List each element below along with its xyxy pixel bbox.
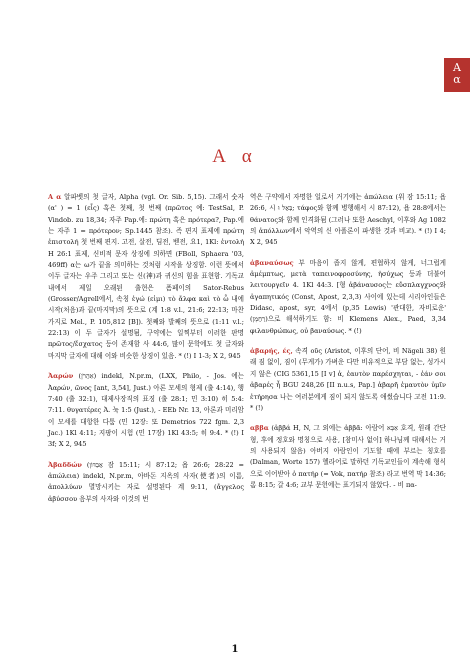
entry-text: 부 마음이 좁지 않게, 편협하지 않게, 너그럽게 ἀμέμπτως, μετὰ ταπεινοφροσύνης, ἡσύχως 등과 더불어 λειτουργεῖν 4. 1Kl 44:3. [형 ἀβάναυσος는 εὔσπλαγχνος와 ἀγαπητικός (Const, Apost, 2,3,3) 사이에 있는데 시리아인들은 Didasc, apost, syr, 4에서 (p,35 Lewis) '관대한, 자비로운' (רַחֲמָן)으로 해석하기도 함: 비 Klemens Alex., Paed, 3,34 φιλανθρώπως, οὐ βαναύσως. * (!) xyxy=(250,258,446,335)
entry-text: (אֲבַדּוֹן 잠 15:11; 시 87:12; 욥 26:6; 28:22 = ἀπώλεια) indekl, N.pr.m, 아바돈 지옥의 사자(使者)의 이름, ἀπολλύων 멸망시키는 자로 설명된다 계 9:11, (ἄγγελος ἀβύσσου 음부의 사자와 이것의 번 xyxy=(48,460,244,503)
dictionary-entry xyxy=(250,423,446,491)
entry-headword: Α α xyxy=(48,193,62,201)
entry-text: (ἀββά H, N, 그 외에는 ἀββᾶ: 아람어 אַבָּא 호격, 원래 간단형, 후에 정호와 명칭으로 사용, [참미사 없이] 하나님께 대해서는 거의 사용되지 않음) 아버지 아람인이 기도할 때에 부르는 칭호를 (Dalman, Worte 157) 헬라어로 말하던 기독교인들이 계속해 형식으로 이어받아 ὁ πατήρ (= Vok, πατήρ 참조) 라고 번역 막 14:36; 롬 8:15; 갈 4:6; 교부 문헌에는 표기되지 않았다. - 비 πα- xyxy=(250,424,446,489)
dictionary-entry xyxy=(250,192,446,249)
section-title: Α α xyxy=(212,146,258,167)
entry-text: 속격 οῦς (Aristot, 이후의 단어, 비 Nägeli 38) 원래 짐 없이, 짐이 (무게가) 가벼운 다만 비유적으로 부담 없는, 성가시지 않은 (CIG 5361,15 [I v] ἀ, ἑαυτὸν παρέσχηται, - ἐάν σοι ἀβαρές ἧ BGU 248,26 [II n.u.s, Pap.] ἀβαρῆ ἐμαυτὸν ὑμῖν ἐτήρησα 나는 여러분에게 짐이 되지 않도록 애썼습니다 고전 11:9. * (!) xyxy=(250,347,446,412)
entry-headword: Ἀαρών xyxy=(48,372,74,381)
right-column xyxy=(250,192,446,500)
entry-text: 알파벳의 첫 글자, Alpha (vgl. Or. Sib. 5,15). 그래서 숫자 (α' ) = 1 (εἷς) 혹은 첫째, 첫 번째 (πρῶτος 예: TestSal, P. Vindob. zu 18,34; 자주 Pap.에: πρώτη 혹은 πρότερα?, Pap.에는 자주 1 = πρότερον; Sp.1445 참조). 즉 편지 표제에 πρώτη ἐπιστολή 첫 번째 편지. 고전, 살전, 딤전, 벧전, 요1, 1Kl: ἐντολή H 26:1 표제, 신비적 문자 상징에 의하면 (FBoll, Sphaera '03, 469ff) α는 ω가 끝을 의미하는 것처럼 시작을 상징함. 이런 뜻에서 이두 글자는 우주 그리고 또는 신(神)과 귀신의 힘을 표현함. 기독교 내에서 제일 오래된 출현은 폼페이의 Sator-Rebus (Grosser/Agrell에서, 속칭 ἐγώ (εἰμι) τὸ ἄλφα καὶ τὸ ὦ 내에 시작(처음)과 끝(마지막)의 뜻으로 (계 1:8 v.l., 21:6; 22:13; 마찬가지로 Mel., P. 105,812 [B]). 첫째와 발째의 뜻으로 (1:11 v.l.; 22:13) 이 두 글자가 설명됨, 구약에는 일찍부터 이러한 판명 πρῶτος/ἔσχατος 등이 존재함 사 44:6, 많이 문학에도 첫 글자와 마지막 글자에 대해 이와 비슷한 상징이 있음. * (!) I 1-3; X 2, 945 xyxy=(48,193,244,360)
entry-headword: Ἀβαδδών xyxy=(48,460,82,469)
entry-text: (אַהֲרֹן) indekl, N.pr.m, (LXX, Philo, - Jos. 에는 Ἀαρών, ῶνος [ant, 3,54], Just.) 아론 모세의 형제 (출 4:14), 행 7:40 (출 32:1), 대제사장직의 표징 (출 28:1; 민 3:10) 히 5:4: 7:11. θυγατέρες Ἀ. 눅 1:5 (Just.), - EEb Nr. 13, 아론과 미리암이 모세를 대항한 다툼 (민 12장: 또 Demetrios 722 fgm. 2,3 Jac.) 1Kl 4:11; 지팡이 시험 (민 17장) 1Kl 43:5; 히 9:4. * (!) I 3f; X 2, 945 xyxy=(48,372,244,449)
tab-upper-letter: A xyxy=(453,61,461,74)
left-column xyxy=(48,192,244,514)
dictionary-entry xyxy=(48,371,244,450)
dictionary-entry xyxy=(48,460,244,505)
dictionary-entry xyxy=(48,192,244,362)
entry-text: 역은 구약에서 자명한 일로서 거기에는 ἀπώλεια (위 잠 15:11; 욥 26:6, 시 בְּאֶל וּ; τάφος와 함께 병행해서 시 87:12), 욥 28:8에서는 θάνατος와 함께 인격화됨 (그러나 또한 Aeschyl, 이후와 Ag 1082의 ἀπόλλων에서 악역의 신 아폴론이 파생한 것과 비교). * (!) I 4; X 2, 945 xyxy=(250,193,446,247)
dictionary-entry xyxy=(250,346,446,414)
dictionary-entry xyxy=(250,258,446,337)
entry-headword: αββα xyxy=(250,424,269,433)
entry-headword: ἀβαρής, ές, xyxy=(250,347,293,356)
page-number: 1 xyxy=(231,644,239,655)
entry-headword: ἀβαναύσως xyxy=(250,258,294,267)
section-tab[interactable] xyxy=(444,58,470,92)
tab-lower-letter: α xyxy=(453,73,461,86)
